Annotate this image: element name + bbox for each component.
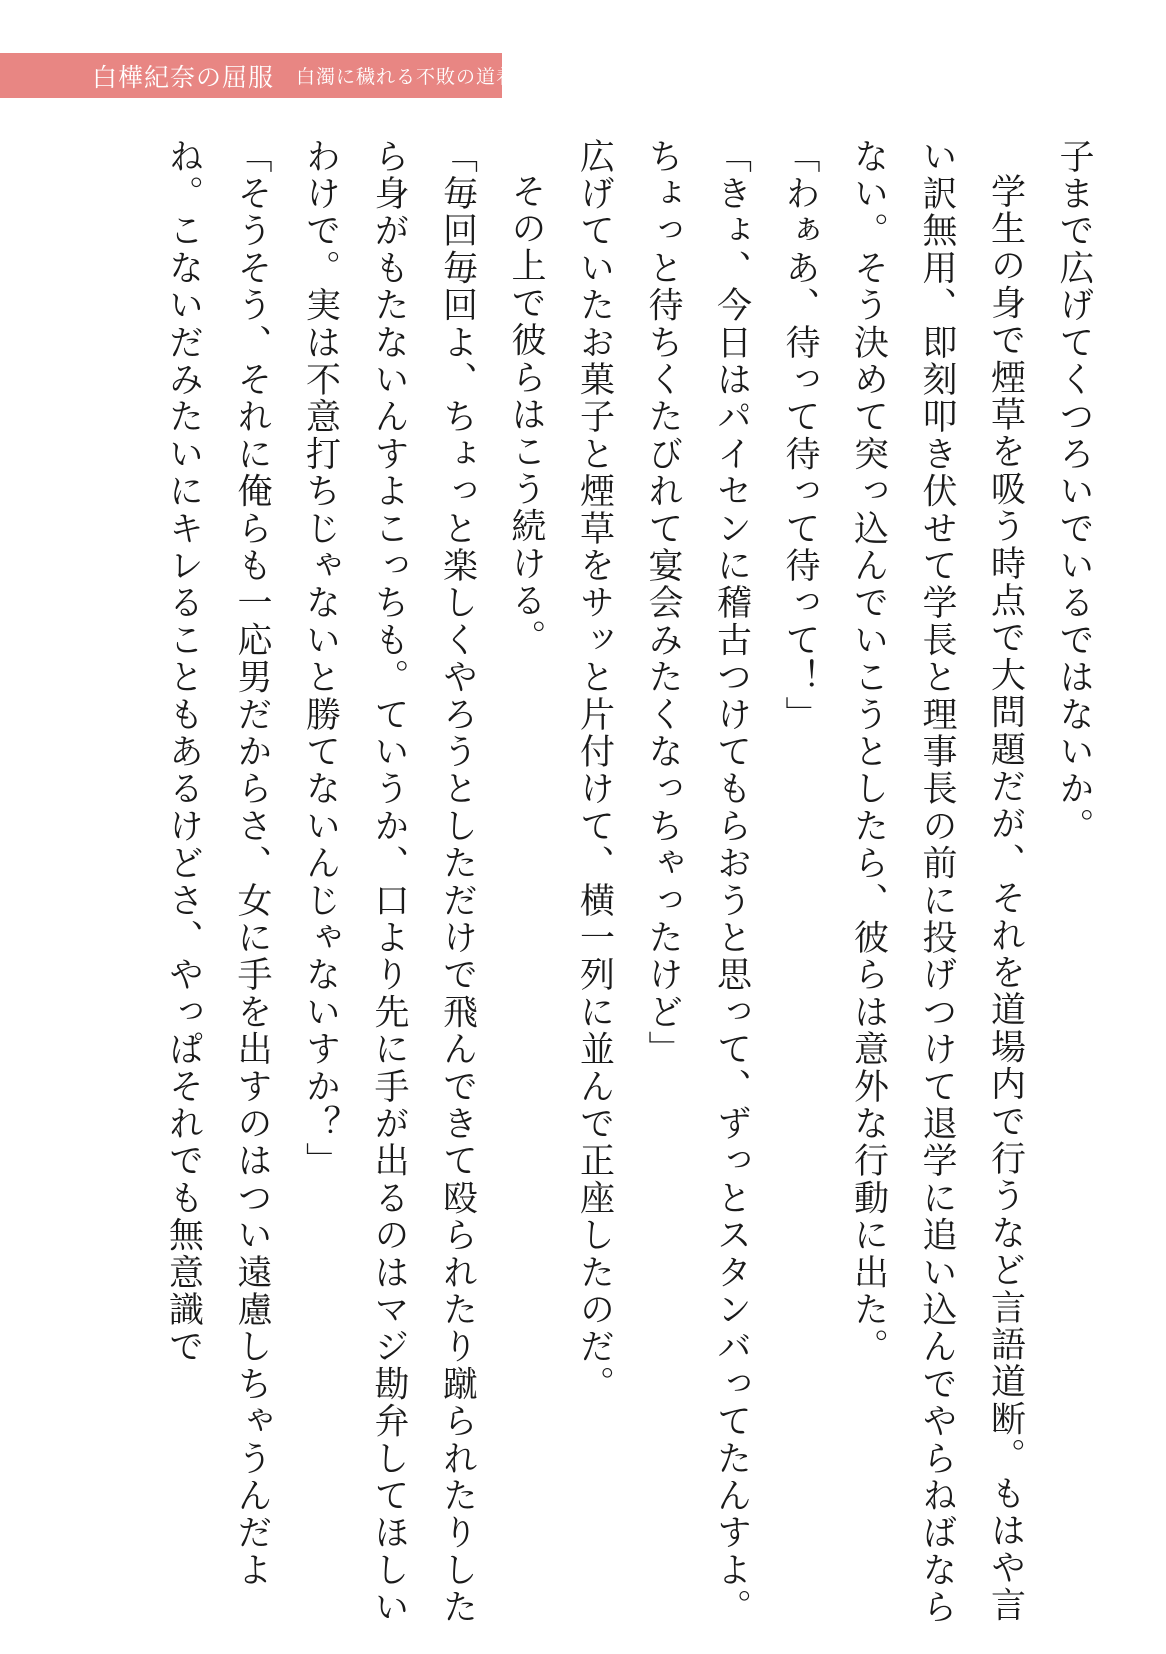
chapter-title: 白濁に穢れる不敗の道着 [296, 66, 517, 88]
paragraph: 学生の身で煙草を吸う時点で大問題だが、それを道場内で行うなど言語道断。もはや言い訳無用、即刻叩き伏せて学長と理事長の前に投げつけて退学に追い込んでやらねばならない。そう決めて突っ込んでいこうとしたら、彼らは意外な行動に出た。 [848, 138, 1026, 1626]
paragraph: 「わぁあ、待って待って待って！」 [780, 138, 820, 734]
paragraph: 子まで広げてくつろいでいるではないか。 [1054, 138, 1094, 845]
vertical-body-text [58, 138, 1108, 1633]
paragraph: 「そうそう、それに俺らも一応男だからさ、女に手を出すのはつい遠慮しちゃうんだよね。こないだみたいにキレることもあるけどさ、やっぱそれでも無意識で [163, 138, 272, 1589]
paragraph: 「毎回毎回よ、ちょっと楽しくやろうとしただけで飛んできて殴られたり蹴られたりしたら身がもたないんすよこっちも。ていうか、口より先に手が出るのはマジ勘弁してほしいわけで。実は不意打ちじゃないと勝てないんじゃないすか？」 [300, 138, 478, 1626]
running-header [0, 53, 517, 98]
paragraph: 「きょ、今日はパイセンに稽古つけてもらおうと思って、ずっとスタンバってたんすよ。ちょっと待ちくたびれて宴会みたくなっちゃったけど」 [643, 138, 752, 1626]
paragraph: 広げていたお菓子と煙草をサッと片付けて、横一列に並んで正座したのだ。 [574, 138, 615, 1403]
paragraph: その上で彼らはこう続ける。 [506, 173, 546, 657]
book-title: 白樺紀奈の屈服 [92, 62, 275, 92]
